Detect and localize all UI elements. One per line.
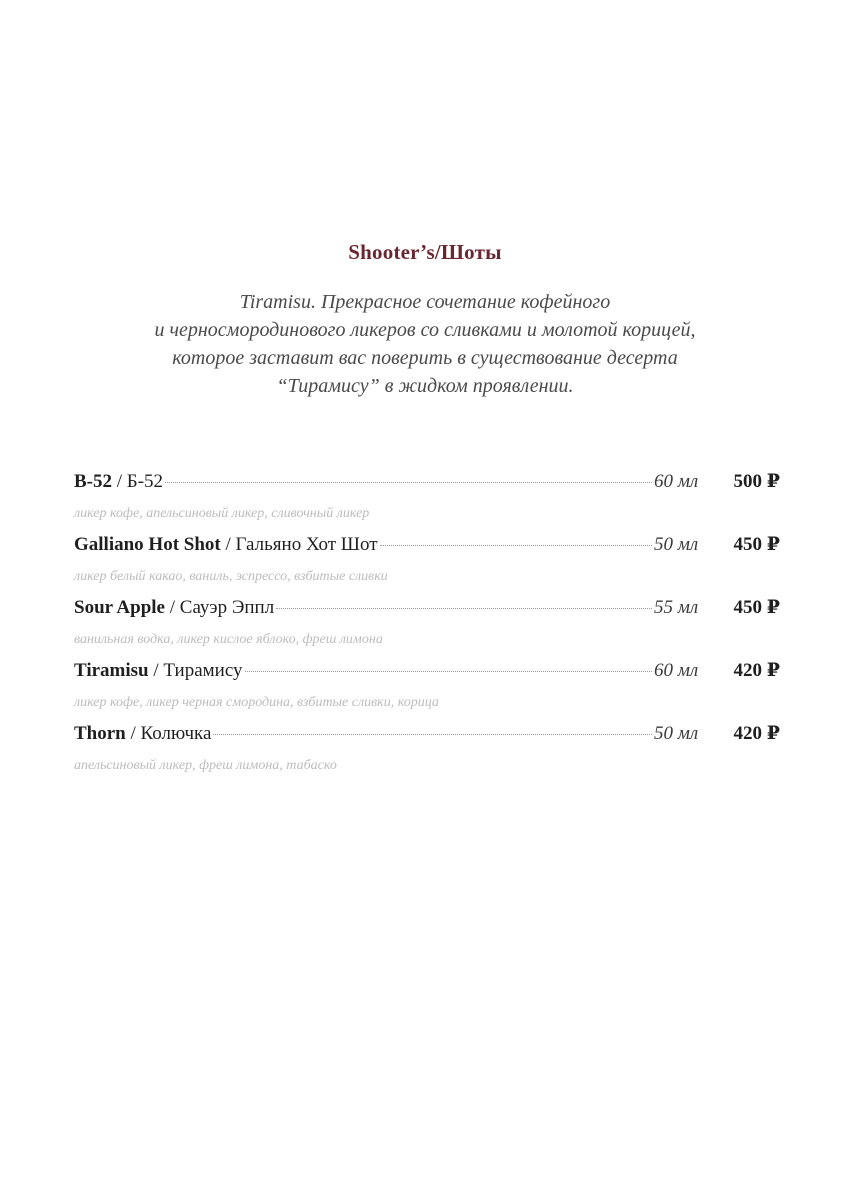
menu-item bbox=[74, 659, 780, 722]
intro-line: “Тирамису” в жидком проявлении. bbox=[276, 375, 574, 397]
item-name bbox=[74, 471, 163, 493]
item-description: апельсиновый ликер, фреш лимона, табаско bbox=[74, 758, 337, 773]
item-name-ru: Тирамису bbox=[163, 660, 243, 681]
item-volume: 55 мл bbox=[654, 597, 699, 618]
item-price: 420 ₽ bbox=[733, 660, 780, 681]
dot-leader bbox=[213, 734, 652, 735]
section-intro bbox=[60, 288, 790, 400]
menu-item bbox=[74, 533, 780, 596]
item-volume: 60 мл bbox=[654, 660, 699, 681]
item-name-separator: / bbox=[220, 534, 236, 555]
item-name-separator: / bbox=[165, 597, 180, 618]
item-name-ru: Сауэр Эппл bbox=[179, 597, 275, 618]
item-volume: 50 мл bbox=[654, 723, 699, 744]
item-name bbox=[74, 597, 274, 619]
menu-item-row bbox=[74, 596, 780, 626]
item-name-ru: Гальяно Хот Шот bbox=[235, 534, 378, 555]
item-name-en: Thorn bbox=[74, 723, 126, 744]
dot-leader bbox=[165, 482, 652, 483]
item-name-ru: Б-52 bbox=[126, 471, 164, 492]
item-name-separator: / bbox=[112, 471, 127, 492]
item-description: ликер кофе, апельсиновый ликер, сливочный ликер bbox=[74, 506, 370, 521]
item-price: 420 ₽ bbox=[733, 723, 780, 744]
item-description: ликер кофе, ликер черная смородина, взбитые сливки, корица bbox=[74, 695, 439, 710]
item-description: ликер белый какао, ваниль, эспрессо, взбитые сливки bbox=[74, 569, 388, 584]
intro-line: которое заставит вас поверить в существование десерта bbox=[172, 347, 678, 369]
menu-item-row bbox=[74, 533, 780, 563]
item-price: 450 ₽ bbox=[733, 534, 780, 555]
menu-item bbox=[74, 596, 780, 659]
item-name bbox=[74, 723, 211, 745]
dot-leader bbox=[380, 545, 653, 546]
item-name-en: Tiramisu bbox=[74, 660, 149, 681]
item-name bbox=[74, 660, 243, 682]
menu-list bbox=[74, 470, 780, 785]
intro-line: и черносмородинового ликеров со сливками и молотой корицей, bbox=[154, 319, 696, 341]
item-name-en: Galliano Hot Shot bbox=[74, 534, 221, 555]
menu-item-row bbox=[74, 722, 780, 752]
item-name-en: B-52 bbox=[74, 471, 112, 492]
intro-line: Tiramisu. Прекрасное сочетание кофейного bbox=[239, 291, 611, 313]
dot-leader bbox=[276, 608, 652, 609]
menu-item-row bbox=[74, 659, 780, 689]
item-volume: 50 мл bbox=[654, 534, 699, 555]
item-name-en: Sour Apple bbox=[74, 597, 165, 618]
menu-item bbox=[74, 470, 780, 533]
menu-item-row bbox=[74, 470, 780, 500]
section-title: Shooter’s/Шоты bbox=[348, 240, 502, 264]
item-description: ванильная водка, ликер кислое яблоко, фреш лимона bbox=[74, 632, 383, 647]
item-name-ru: Колючка bbox=[140, 723, 212, 744]
item-price: 500 ₽ bbox=[733, 471, 780, 492]
item-volume: 60 мл bbox=[654, 471, 699, 492]
item-name-separator: / bbox=[125, 723, 141, 744]
item-name-separator: / bbox=[148, 660, 164, 681]
menu-item bbox=[74, 722, 780, 785]
item-name bbox=[74, 534, 378, 556]
dot-leader bbox=[245, 671, 653, 672]
item-price: 450 ₽ bbox=[733, 597, 780, 618]
